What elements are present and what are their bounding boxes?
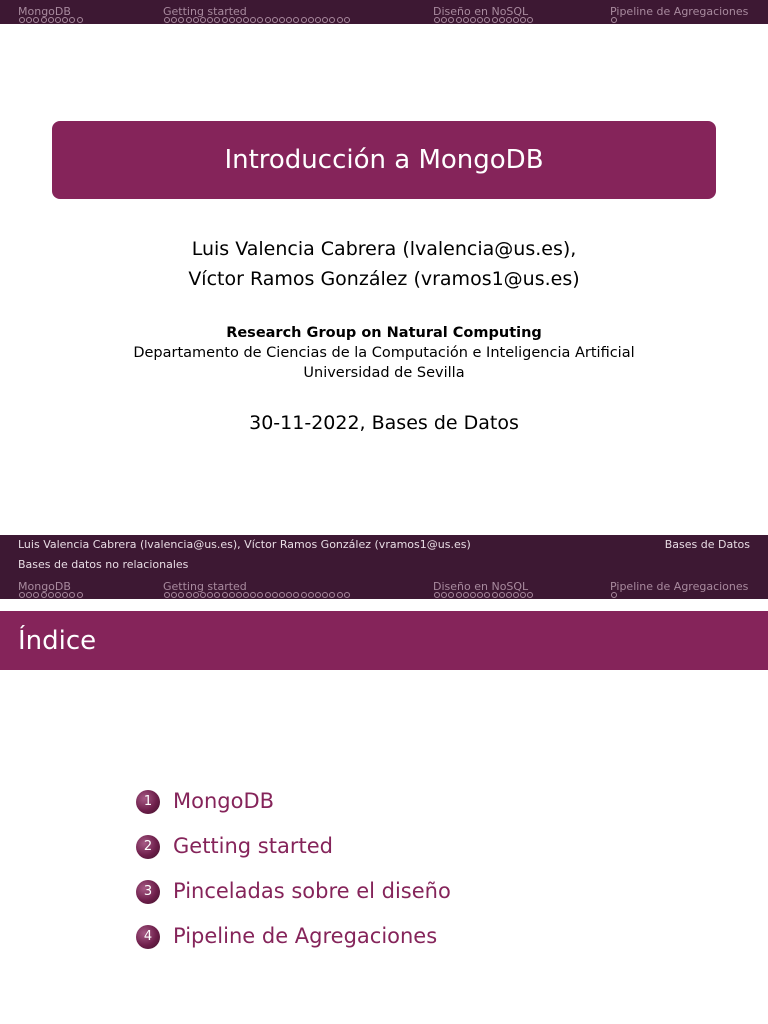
nav-dot[interactable] bbox=[41, 17, 47, 23]
nav-dot[interactable] bbox=[55, 592, 61, 598]
nav-dot[interactable] bbox=[77, 592, 83, 598]
nav-dot[interactable] bbox=[265, 17, 271, 23]
nav-dots-getting-started[interactable] bbox=[164, 592, 351, 598]
toc-link[interactable]: Getting started bbox=[173, 834, 333, 858]
toc-number-ball: 3 bbox=[136, 880, 160, 904]
nav-dot[interactable] bbox=[477, 592, 483, 598]
nav-dot[interactable] bbox=[250, 17, 256, 23]
nav-dots-diseno[interactable] bbox=[434, 17, 535, 23]
nav-dot[interactable] bbox=[308, 592, 314, 598]
nav-dot[interactable] bbox=[441, 592, 447, 598]
nav-dot[interactable] bbox=[19, 17, 25, 23]
university: Universidad de Sevilla bbox=[303, 365, 465, 381]
nav-dot[interactable] bbox=[193, 592, 199, 598]
nav-section-pipeline[interactable]: Pipeline de Agregaciones bbox=[610, 5, 749, 18]
nav-dot[interactable] bbox=[492, 592, 498, 598]
nav-dot[interactable] bbox=[456, 17, 462, 23]
nav-dot[interactable] bbox=[286, 592, 292, 598]
section-navigation-2 bbox=[0, 575, 768, 599]
nav-dot[interactable] bbox=[200, 17, 206, 23]
nav-dot[interactable] bbox=[470, 592, 476, 598]
nav-dot[interactable] bbox=[178, 17, 184, 23]
nav-dot[interactable] bbox=[214, 592, 220, 598]
nav-dot[interactable] bbox=[48, 592, 54, 598]
presentation-date: 30-11-2022, Bases de Datos bbox=[249, 412, 519, 434]
nav-dot[interactable] bbox=[286, 17, 292, 23]
nav-section-getting-started[interactable]: Getting started bbox=[163, 5, 247, 18]
presentation-title: Introducción a MongoDB bbox=[52, 121, 716, 199]
nav-dot[interactable] bbox=[236, 592, 242, 598]
index-slide bbox=[0, 512, 768, 1024]
nav-dot[interactable] bbox=[200, 592, 206, 598]
nav-dot[interactable] bbox=[186, 17, 192, 23]
nav-dot[interactable] bbox=[77, 17, 83, 23]
nav-dot[interactable] bbox=[222, 592, 228, 598]
institute-block bbox=[0, 323, 768, 383]
nav-dot[interactable] bbox=[520, 592, 526, 598]
nav-dot[interactable] bbox=[178, 592, 184, 598]
nav-section-mongodb[interactable]: MongoDB bbox=[18, 5, 71, 18]
nav-section-mongodb[interactable]: MongoDB bbox=[18, 580, 71, 593]
nav-dot[interactable] bbox=[19, 592, 25, 598]
section-navigation bbox=[0, 0, 768, 24]
nav-dot[interactable] bbox=[344, 592, 350, 598]
toc-number-ball: 2 bbox=[136, 835, 160, 859]
author-1: Luis Valencia Cabrera (lvalencia@us.es), bbox=[191, 238, 577, 260]
nav-dots-pipeline[interactable] bbox=[611, 592, 618, 598]
subtitle-label: Bases de datos no relacionales bbox=[18, 558, 189, 571]
research-group: Research Group on Natural Computing bbox=[226, 325, 542, 341]
frame-title-bar bbox=[0, 611, 768, 670]
nav-dots-diseno[interactable] bbox=[434, 592, 535, 598]
footer-authors: Luis Valencia Cabrera (lvalencia@us.es), Víctor Ramos González (vramos1@us.es) bbox=[18, 538, 471, 551]
nav-dots-pipeline[interactable] bbox=[611, 17, 618, 23]
footer-course: Bases de Datos bbox=[664, 538, 750, 551]
nav-dot[interactable] bbox=[164, 17, 170, 23]
nav-dot[interactable] bbox=[513, 17, 519, 23]
nav-dot[interactable] bbox=[55, 17, 61, 23]
nav-dot[interactable] bbox=[293, 592, 299, 598]
nav-dot[interactable] bbox=[257, 17, 263, 23]
nav-dot[interactable] bbox=[315, 17, 321, 23]
nav-dot[interactable] bbox=[250, 592, 256, 598]
nav-dot[interactable] bbox=[193, 17, 199, 23]
nav-dot[interactable] bbox=[272, 592, 278, 598]
nav-dot[interactable] bbox=[492, 17, 498, 23]
nav-dot[interactable] bbox=[236, 17, 242, 23]
nav-dot[interactable] bbox=[448, 17, 454, 23]
nav-dot[interactable] bbox=[499, 17, 505, 23]
nav-dot[interactable] bbox=[186, 592, 192, 598]
nav-dot[interactable] bbox=[448, 592, 454, 598]
nav-section-pipeline[interactable]: Pipeline de Agregaciones bbox=[610, 580, 749, 593]
author-2: Víctor Ramos González (vramos1@us.es) bbox=[188, 268, 580, 290]
nav-dot[interactable] bbox=[26, 592, 32, 598]
nav-dot[interactable] bbox=[41, 592, 47, 598]
nav-dot[interactable] bbox=[207, 17, 213, 23]
nav-dot[interactable] bbox=[257, 592, 263, 598]
nav-dot[interactable] bbox=[293, 17, 299, 23]
nav-dot[interactable] bbox=[506, 592, 512, 598]
nav-dot[interactable] bbox=[229, 17, 235, 23]
nav-dot[interactable] bbox=[484, 592, 490, 598]
nav-dot[interactable] bbox=[506, 17, 512, 23]
nav-dot[interactable] bbox=[272, 17, 278, 23]
nav-dot[interactable] bbox=[513, 592, 519, 598]
nav-dot[interactable] bbox=[527, 17, 533, 23]
nav-dot[interactable] bbox=[48, 17, 54, 23]
nav-dot[interactable] bbox=[243, 592, 249, 598]
department: Departamento de Ciencias de la Computación e Inteligencia Artificial bbox=[133, 345, 635, 361]
nav-dot[interactable] bbox=[322, 17, 328, 23]
nav-dot[interactable] bbox=[301, 17, 307, 23]
nav-dot[interactable] bbox=[69, 17, 75, 23]
nav-dot[interactable] bbox=[434, 17, 440, 23]
nav-dot[interactable] bbox=[315, 592, 321, 598]
frame-title: Índice bbox=[18, 626, 97, 656]
toc-number-ball: 1 bbox=[136, 790, 160, 814]
nav-dot[interactable] bbox=[171, 17, 177, 23]
nav-dot[interactable] bbox=[243, 17, 249, 23]
nav-dot[interactable] bbox=[520, 17, 526, 23]
nav-dot[interactable] bbox=[26, 17, 32, 23]
nav-dot[interactable] bbox=[279, 17, 285, 23]
nav-dot[interactable] bbox=[344, 17, 350, 23]
nav-dot[interactable] bbox=[33, 17, 39, 23]
nav-dot[interactable] bbox=[470, 17, 476, 23]
nav-dot[interactable] bbox=[477, 17, 483, 23]
nav-dots-mongodb[interactable] bbox=[19, 592, 84, 598]
nav-dot[interactable] bbox=[337, 592, 343, 598]
nav-dot[interactable] bbox=[611, 592, 617, 598]
nav-dot[interactable] bbox=[329, 17, 335, 23]
nav-dot[interactable] bbox=[463, 592, 469, 598]
nav-dot[interactable] bbox=[484, 17, 490, 23]
nav-section-getting-started[interactable]: Getting started bbox=[163, 580, 247, 593]
toc-link[interactable]: Pipeline de Agregaciones bbox=[173, 924, 438, 948]
nav-dot[interactable] bbox=[441, 17, 447, 23]
nav-dot[interactable] bbox=[171, 592, 177, 598]
nav-dot[interactable] bbox=[322, 592, 328, 598]
nav-dot[interactable] bbox=[222, 17, 228, 23]
nav-dot[interactable] bbox=[33, 592, 39, 598]
nav-dot[interactable] bbox=[456, 592, 462, 598]
nav-dots-mongodb[interactable] bbox=[19, 17, 84, 23]
nav-dot[interactable] bbox=[265, 592, 271, 598]
nav-dot[interactable] bbox=[69, 592, 75, 598]
nav-dot[interactable] bbox=[301, 592, 307, 598]
nav-dot[interactable] bbox=[214, 17, 220, 23]
toc-number-ball: 4 bbox=[136, 925, 160, 949]
nav-dot[interactable] bbox=[611, 17, 617, 23]
nav-dot[interactable] bbox=[463, 17, 469, 23]
nav-dot[interactable] bbox=[434, 592, 440, 598]
authors-block bbox=[0, 234, 768, 294]
nav-dot[interactable] bbox=[164, 592, 170, 598]
nav-dot[interactable] bbox=[62, 592, 68, 598]
toc-link[interactable]: MongoDB bbox=[173, 789, 275, 813]
nav-dots-getting-started[interactable] bbox=[164, 17, 351, 23]
nav-dot[interactable] bbox=[308, 17, 314, 23]
nav-dot[interactable] bbox=[337, 17, 343, 23]
nav-dot[interactable] bbox=[329, 592, 335, 598]
nav-dot[interactable] bbox=[499, 592, 505, 598]
nav-dot[interactable] bbox=[207, 592, 213, 598]
nav-dot[interactable] bbox=[279, 592, 285, 598]
nav-dot[interactable] bbox=[229, 592, 235, 598]
nav-section-diseno[interactable]: Diseño en NoSQL bbox=[433, 5, 529, 18]
nav-dot[interactable] bbox=[527, 592, 533, 598]
nav-dot[interactable] bbox=[62, 17, 68, 23]
toc-link[interactable]: Pinceladas sobre el diseño bbox=[173, 879, 451, 903]
nav-section-diseno[interactable]: Diseño en NoSQL bbox=[433, 580, 529, 593]
